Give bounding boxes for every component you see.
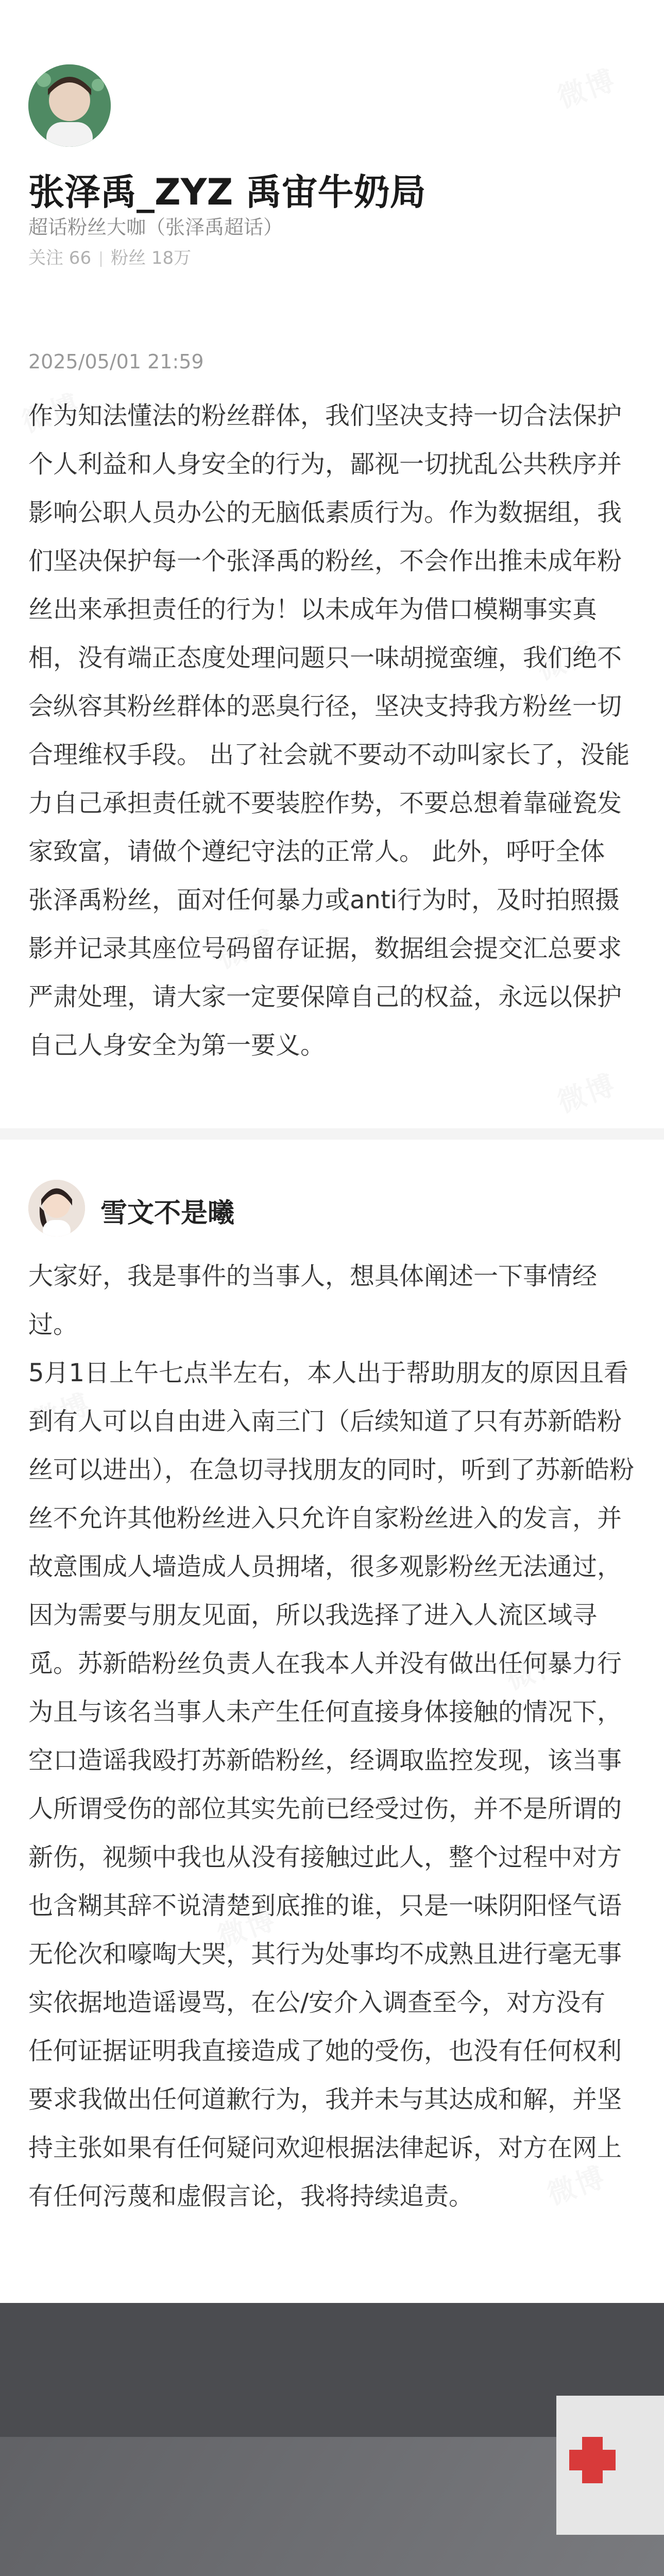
post1-line: 严肃处理，请大家一定要保障自己的权益，永远以保护 (28, 982, 622, 1011)
post1-line: 们坚决保护每一个张泽禹的粉丝，不会作出推未成年粉 (28, 547, 622, 575)
post1-line: 合理维权手段。 出了社会就不要动不动叫家长了，没能 (28, 740, 630, 769)
post2-author-name[interactable]: 雪文不是曦 (100, 1198, 235, 1229)
post1-line: 家致富，请做个遵纪守法的正常人。 此外，呼吁全体 (28, 837, 605, 866)
post2-photo[interactable] (0, 2303, 664, 2576)
post1-line: 相，没有端正态度处理问题只一味胡搅蛮缠，我们绝不 (28, 643, 622, 672)
post1-title[interactable]: 张泽禹_ZYZ 禹宙牛奶局 (28, 171, 426, 213)
post1-line: 作为知法懂法的粉丝群体，我们坚决支持一切合法保护 (28, 401, 622, 430)
stats-divider (100, 251, 101, 267)
post2-line: 因为需要与朋友见面，所以我选择了进入人流区域寻 (28, 1601, 598, 1630)
post1-line: 影响公职人员办公的无脑低素质行为。作为数据组，我 (28, 498, 622, 527)
post1-subtitle: 超话粉丝大咖（张泽禹超话） (28, 216, 283, 239)
post1-line: 丝出来承担责任的行为！以未成年为借口模糊事实真 (28, 595, 598, 624)
post2-line: 空口造谣我殴打苏新皓粉丝，经调取监控发现，该当事 (28, 1746, 622, 1775)
post2-line: 有任何污蔑和虚假言论，我将持续追责。 (28, 2182, 474, 2211)
avatar-photo-icon (28, 1180, 85, 1236)
post2-line: 人所谓受伤的部位其实先前已经受过伤，并不是所谓的 (28, 1794, 622, 1823)
post2-line: 要求我做出任何道歉行为，我并未与其达成和解，并坚 (28, 2085, 622, 2114)
watermark-text (551, 58, 621, 115)
post2-line: 故意围成人墙造成人员拥堵，很多观影粉丝无法通过， (28, 1552, 622, 1581)
post2-line: 5月1日上午七点半左右，本人出于帮助朋友的原因且看 (28, 1359, 629, 1387)
post2-line: 丝可以进出），在急切寻找朋友的同时，听到了苏新皓粉 (28, 1455, 635, 1484)
post1-avatar[interactable] (28, 64, 111, 147)
post2-line: 也含糊其辞不说清楚到底推的谁，只是一味阴阳怪气语 (28, 1891, 622, 1920)
post1-line: 张泽禹粉丝，面对任何暴力或anti行为时，及时拍照摄 (28, 886, 620, 914)
post2-line: 任何证据证明我直接造成了她的受伤，也没有任何权利 (28, 2037, 622, 2065)
post1-date: 2025/05/01 21:59 (28, 350, 204, 373)
post2-line: 过。 (28, 1310, 78, 1339)
post2-line: 为且与该名当事人未产生任何直接身体接触的情况下， (28, 1698, 622, 1726)
police-receipt-photo (0, 2303, 664, 2576)
fans-count: 粉丝 18万 (111, 248, 192, 268)
post2-line: 实依据地造谣谩骂，在公/安介入调查至今，对方没有 (28, 1988, 606, 2017)
post2-line: 丝不允许其他粉丝进入只允许自家粉丝进入的发言，并 (28, 1504, 622, 1533)
post-divider (0, 1128, 664, 1140)
post2-line: 觅。苏新皓粉丝负责人在我本人并没有做出任何暴力行 (28, 1649, 622, 1678)
post2-body (28, 1252, 636, 2262)
post1-line: 个人利益和人身安全的行为，鄙视一切扰乱公共秩序并 (28, 450, 622, 479)
post1-line: 会纵容其粉丝群体的恶臭行径，坚决支持我方粉丝一切 (28, 692, 622, 721)
post2-line: 无伦次和嚎啕大哭，其行为处事均不成熟且进行毫无事 (28, 1940, 622, 1969)
post1-stats (28, 244, 191, 269)
post1-line: 自己人身安全为第一要义。 (28, 1031, 326, 1060)
post2-avatar[interactable] (28, 1180, 85, 1236)
follow-count: 关注 66 (28, 248, 92, 268)
post1-line: 影并记录其座位号码留存证据，数据组会提交汇总要求 (28, 934, 622, 963)
avatar-photo-icon (28, 64, 111, 147)
post2-line: 到有人可以自由进入南三门（后续知道了只有苏新皓粉 (28, 1407, 622, 1436)
post1-line: 力自己承担责任就不要装腔作势，不要总想着靠碰瓷发 (28, 789, 622, 818)
post2-line: 新伤，视频中我也从没有接触过此人，整个过程中对方 (28, 1843, 622, 1872)
post1-body (28, 392, 636, 1113)
post2-line: 大家好，我是事件的当事人，想具体阐述一下事情经 (28, 1262, 598, 1291)
post2-line: 持主张如果有任何疑问欢迎根据法律起诉，对方在网上 (28, 2133, 622, 2162)
